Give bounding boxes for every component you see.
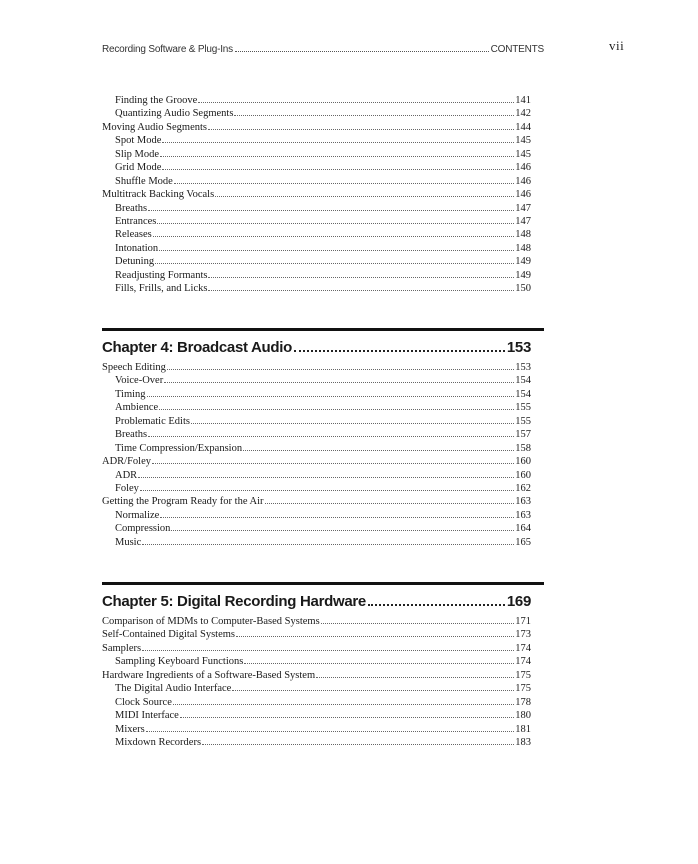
leader-dots <box>191 423 514 424</box>
leader-dots <box>160 517 514 518</box>
chapter-title[interactable]: Chapter 4: Broadcast Audio <box>102 339 293 356</box>
toc-entry[interactable] <box>102 374 531 387</box>
leader-dots <box>244 663 514 664</box>
toc-entry-title: Spot Mode <box>115 135 162 147</box>
toc-entry[interactable] <box>102 655 531 668</box>
running-title: Recording Software & Plug-Ins <box>102 44 233 55</box>
toc-entry-title: Breaths <box>115 202 148 214</box>
toc-entry-page: 146 <box>515 162 531 174</box>
toc-entry-page: 180 <box>515 710 531 722</box>
toc-entry-title: Breaths <box>115 429 148 441</box>
toc-entry[interactable] <box>102 682 531 695</box>
leader-dots <box>148 210 514 211</box>
leader-dots <box>162 169 514 170</box>
toc-entry[interactable] <box>102 188 531 201</box>
toc-entry-title: Quantizing Audio Segments <box>115 108 234 120</box>
toc-entry-page: 158 <box>515 442 531 454</box>
toc-entry-page: 154 <box>515 388 531 400</box>
leader-dots <box>208 290 514 291</box>
toc-entry-page: 153 <box>515 362 531 373</box>
toc-entry-page: 165 <box>515 536 531 548</box>
toc-entry[interactable] <box>102 228 531 241</box>
section-label: CONTENTS <box>490 44 544 55</box>
leader-dots <box>232 690 514 691</box>
toc-entry-title: Mixers <box>115 723 145 735</box>
toc-entry-page: 160 <box>515 456 531 468</box>
toc-entry-page: 147 <box>515 202 531 214</box>
leader-dots <box>321 623 515 624</box>
toc-entry[interactable] <box>102 202 531 215</box>
leader-dots <box>152 463 514 464</box>
leader-dots <box>208 129 514 130</box>
leader-dots <box>148 436 514 437</box>
toc-entry-page: 163 <box>515 509 531 521</box>
toc-entry-title: Compression <box>115 523 171 535</box>
toc-entry-title: Detuning <box>115 256 155 268</box>
toc-entry[interactable] <box>102 669 531 682</box>
toc-entry-title: Sampling Keyboard Functions <box>115 656 244 668</box>
toc-entry[interactable] <box>102 615 531 628</box>
page-number: vii <box>609 38 625 53</box>
toc-entry[interactable] <box>102 242 531 255</box>
toc-entry-page: 141 <box>515 95 531 106</box>
toc-entry-title: Intonation <box>115 242 159 254</box>
toc-entry[interactable] <box>102 161 531 174</box>
leader-dots <box>155 263 514 264</box>
toc-block-chapter5 <box>102 615 531 749</box>
toc-entry[interactable] <box>102 442 531 455</box>
chapter-5-heading <box>102 582 544 610</box>
toc-entry[interactable] <box>102 509 531 522</box>
toc-block-chapter3-continued <box>102 94 531 296</box>
toc-entry[interactable] <box>102 469 531 482</box>
toc-entry-page: 148 <box>515 242 531 254</box>
toc-entry[interactable] <box>102 709 531 722</box>
toc-entry-page: 142 <box>515 108 531 120</box>
toc-entry-page: 145 <box>515 148 531 160</box>
toc-entry-page: 160 <box>515 469 531 481</box>
leader-dots <box>368 604 505 606</box>
running-head-leader <box>235 51 489 52</box>
toc-entry-page: 146 <box>515 189 531 201</box>
toc-entry[interactable] <box>102 736 531 749</box>
toc-entry[interactable] <box>102 121 531 134</box>
toc-entry-title: Shuffle Mode <box>115 175 173 187</box>
chapter-title[interactable]: Chapter 5: Digital Recording Hardware <box>102 593 366 610</box>
leader-dots <box>159 409 514 410</box>
toc-entry-title: Comparison of MDMs to Computer-Based Systems <box>102 616 320 627</box>
toc-entry-title: Time Compression/Expansion <box>115 442 243 454</box>
toc-entry-page: 173 <box>515 629 531 641</box>
toc-entry-title: Samplers <box>102 642 142 654</box>
toc-entry[interactable] <box>102 269 531 282</box>
toc-entry-page: 150 <box>515 283 531 295</box>
toc-entry[interactable] <box>102 215 531 228</box>
toc-entry-title: Moving Audio Segments <box>102 121 208 133</box>
toc-entry-title: Ambience <box>115 402 159 414</box>
leader-dots <box>174 183 514 184</box>
toc-entry-page: 144 <box>515 121 531 133</box>
leader-dots <box>234 115 514 116</box>
toc-entry-title: Entrances <box>115 215 157 227</box>
toc-entry-title: Getting the Program Ready for the Air <box>102 496 264 508</box>
toc-entry-page: 155 <box>515 402 531 414</box>
toc-entry[interactable] <box>102 696 531 709</box>
toc-entry-page: 174 <box>515 642 531 654</box>
leader-dots <box>159 250 514 251</box>
toc-block-chapter4 <box>102 361 531 549</box>
toc-entry[interactable] <box>102 282 531 295</box>
toc-entry[interactable] <box>102 388 531 401</box>
leader-dots <box>142 650 514 651</box>
toc-entry[interactable] <box>102 628 531 641</box>
toc-entry[interactable] <box>102 134 531 147</box>
leader-dots <box>202 744 514 745</box>
toc-entry-title: Timing <box>115 388 146 400</box>
toc-entry-title: Music <box>115 536 142 548</box>
toc-entry-page: 154 <box>515 375 531 387</box>
leader-dots <box>142 544 514 545</box>
leader-dots <box>243 450 514 451</box>
leader-dots <box>153 236 515 237</box>
leader-dots <box>157 223 514 224</box>
toc-entry-page: 157 <box>515 429 531 441</box>
toc-entry-title: Voice-Over <box>115 375 164 387</box>
chapter-4-heading <box>102 328 544 356</box>
leader-dots <box>140 490 514 491</box>
leader-dots <box>162 142 514 143</box>
toc-entry[interactable] <box>102 482 531 495</box>
toc-entry-page: 149 <box>515 269 531 281</box>
toc-entry-title: Grid Mode <box>115 162 162 174</box>
toc-entry-title: ADR/Foley <box>102 456 152 468</box>
running-head <box>102 44 544 55</box>
leader-dots <box>208 277 514 278</box>
toc-entry-title: Readjusting Formants <box>115 269 208 281</box>
toc-entry[interactable] <box>102 148 531 161</box>
toc-entry[interactable] <box>102 428 531 441</box>
leader-dots <box>198 102 514 103</box>
toc-entry[interactable] <box>102 723 531 736</box>
chapter-page: 153 <box>506 339 531 356</box>
toc-entry-page: 162 <box>515 482 531 494</box>
toc-entry-title: MIDI Interface <box>115 710 179 722</box>
toc-entry-title: Self-Contained Digital Systems <box>102 629 235 641</box>
leader-dots <box>146 731 515 732</box>
leader-dots <box>265 503 515 504</box>
toc-entry-title: Finding the Groove <box>115 95 198 106</box>
toc-entry-page: 147 <box>515 215 531 227</box>
toc-entry-page: 163 <box>515 496 531 508</box>
toc-entry[interactable] <box>102 415 531 428</box>
toc-entry-page: 149 <box>515 256 531 268</box>
toc-entry-page: 148 <box>515 229 531 241</box>
toc-entry-title: The Digital Audio Interface <box>115 683 232 695</box>
leader-dots <box>215 196 514 197</box>
toc-entry[interactable] <box>102 642 531 655</box>
toc-entry-title: Speech Editing <box>102 362 166 373</box>
toc-entry[interactable] <box>102 522 531 535</box>
leader-dots <box>171 530 514 531</box>
leader-dots <box>147 396 515 397</box>
toc-entry-page: 175 <box>515 669 531 681</box>
leader-dots <box>180 717 514 718</box>
toc-entry-title: Slip Mode <box>115 148 160 160</box>
toc-entry[interactable] <box>102 175 531 188</box>
chapter-page: 169 <box>506 593 531 610</box>
toc-entry-title: Clock Source <box>115 696 172 708</box>
toc-entry-page: 155 <box>515 415 531 427</box>
toc-entry[interactable] <box>102 107 531 120</box>
toc-entry[interactable] <box>102 455 531 468</box>
toc-entry-page: 174 <box>515 656 531 668</box>
toc-entry-page: 178 <box>515 696 531 708</box>
toc-entry-title: Foley <box>115 482 139 494</box>
toc-entry[interactable] <box>102 401 531 414</box>
leader-dots <box>167 369 514 370</box>
toc-entry-title: Multitrack Backing Vocals <box>102 189 215 201</box>
toc-entry-page: 183 <box>515 736 531 748</box>
toc-entry-page: 181 <box>515 723 531 735</box>
toc-entry-title: ADR <box>115 469 138 481</box>
leader-dots <box>160 156 514 157</box>
toc-entry[interactable] <box>102 361 531 374</box>
leader-dots <box>294 350 505 352</box>
toc-entry-page: 145 <box>515 135 531 147</box>
toc-entry-title: Mixdown Recorders <box>115 736 202 748</box>
toc-entry[interactable] <box>102 94 531 107</box>
toc-entry-page: 171 <box>515 616 531 627</box>
toc-entry-page: 175 <box>515 683 531 695</box>
toc-entry-page: 146 <box>515 175 531 187</box>
leader-dots <box>164 382 514 383</box>
toc-entry-title: Hardware Ingredients of a Software-Based System <box>102 669 316 681</box>
toc-entry[interactable] <box>102 536 531 549</box>
leader-dots <box>173 704 514 705</box>
toc-entry[interactable] <box>102 255 531 268</box>
toc-entry-title: Releases <box>115 229 152 241</box>
leader-dots <box>138 477 514 478</box>
leader-dots <box>316 677 514 678</box>
toc-entry-page: 164 <box>515 523 531 535</box>
toc-entry-title: Fills, Frills, and Licks <box>115 283 208 295</box>
toc-entry-title: Normalize <box>115 509 160 521</box>
leader-dots <box>236 636 514 637</box>
toc-entry-title: Problematic Edits <box>115 415 190 427</box>
toc-entry[interactable] <box>102 495 531 508</box>
